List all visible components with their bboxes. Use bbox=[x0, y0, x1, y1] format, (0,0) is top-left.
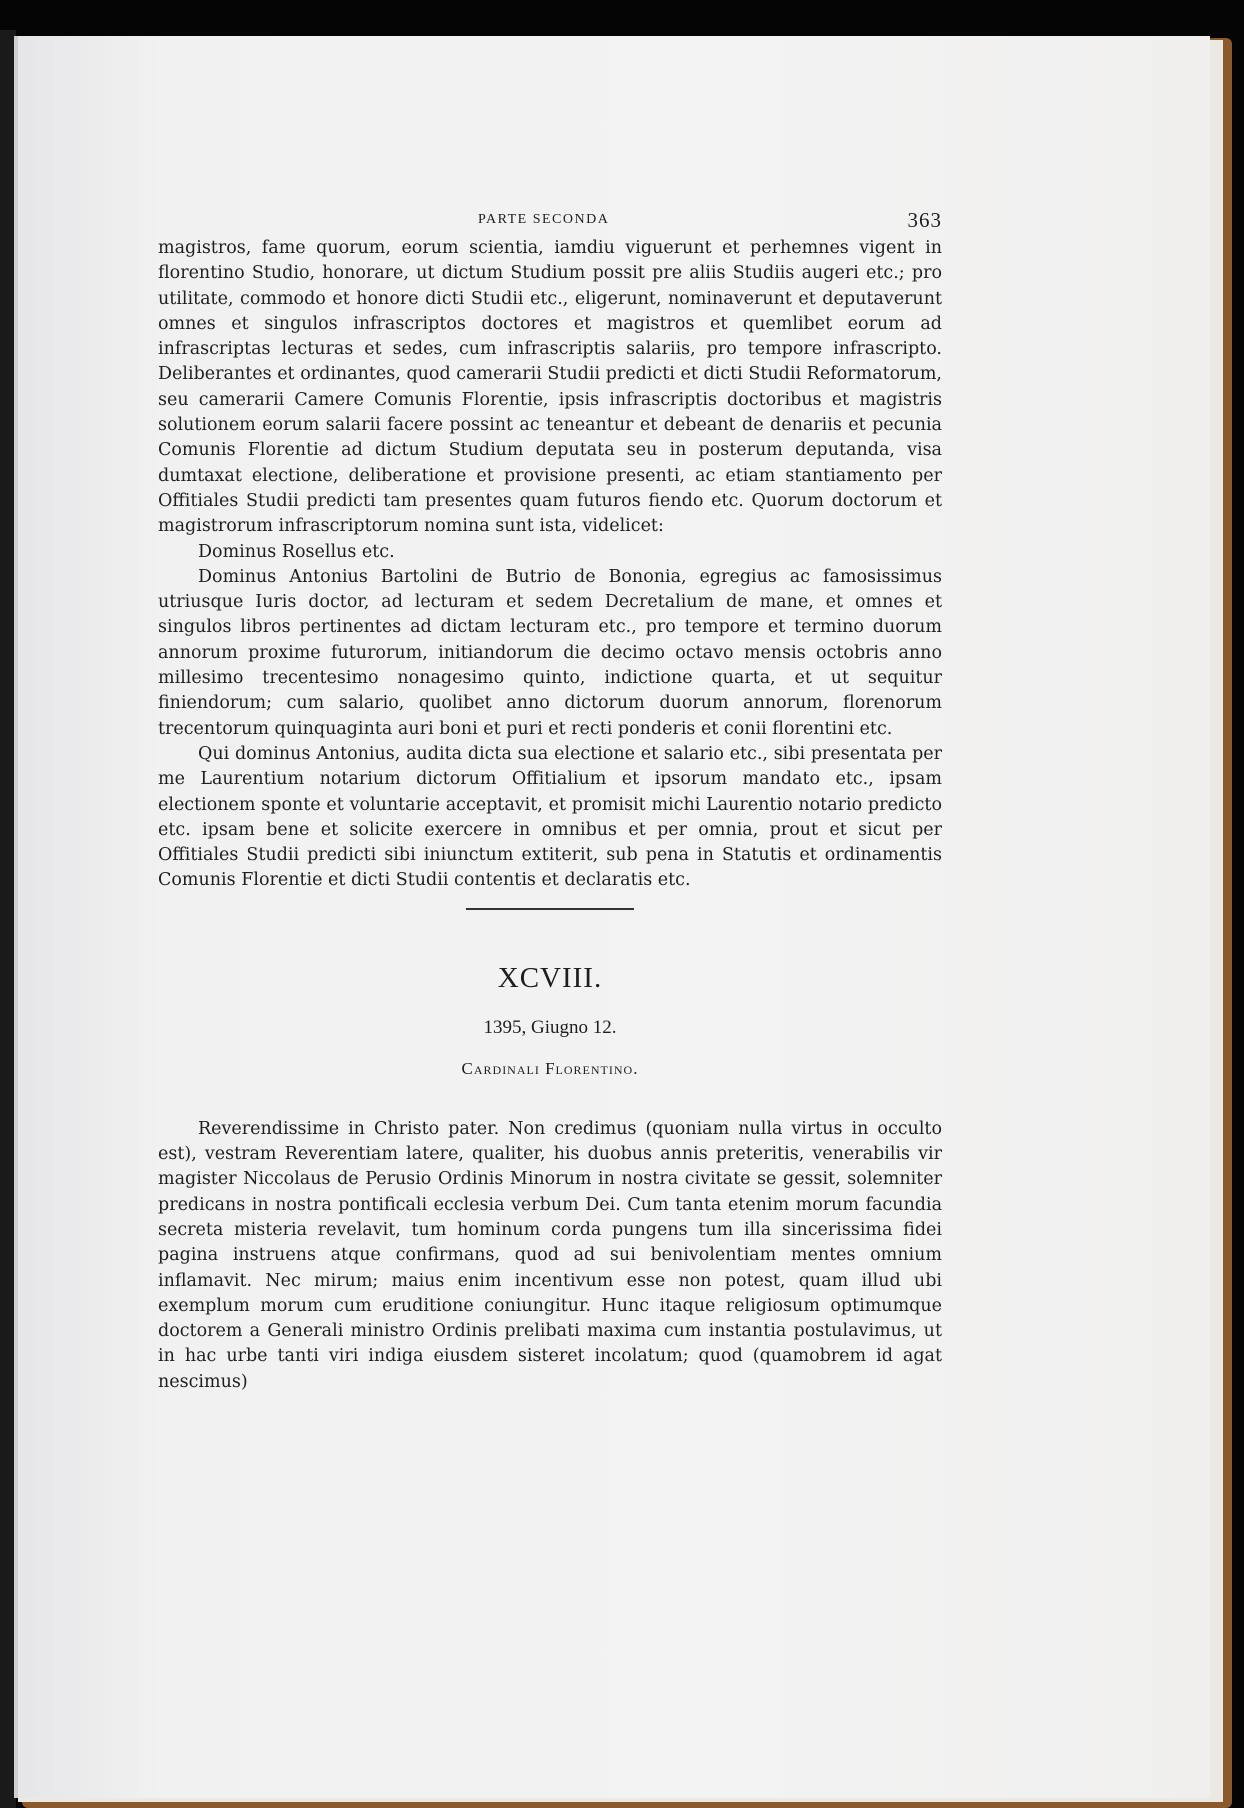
paragraph: Reverendissime in Christo pater. Non credimus (quoniam nulla virtus in occulto est), vestram Reverentiam latere, qualiter, his duobus annis preteritis, venerabilis vir magister Niccolaus de Perusio Ordinis Minorum in nostra civitate se gessit, solemniter predicans in nostra pontificali ecclesia verbum Dei. Cum tanta etenim morum facundia secreta misteria revelavit, tum hominum corda pungens tum illa sincerissima fidei pagina instruens atque confirmans, quod ad sui benivolentiam mentes omnium inflamavit. Nec mirum; maius enim incentivum esse non potest, quam illud ubi exemplum morum cum eruditione coniungitur. Hunc itaque religiosum optimumque doctorem a Generali ministro Ordinis prelibati maxima cum instantia postulavimus, ut in hac urbe tanti viri indiga eiusdem sisteret incolatum; quod (quamobrem id agat nescimus) bbox=[158, 1118, 942, 1392]
running-head bbox=[158, 206, 942, 236]
running-head-title: PARTE SECONDA bbox=[478, 212, 610, 227]
paragraph: magistros, fame quorum, eorum scientia, iamdiu viguerunt et perhemnes vigent in florentino Studio, honorare, ut dictum Studium possit pre aliis Studiis augeri etc.; pro utilitate, commodo et honore dicti Studii etc., eligerunt, nominaverunt et deputaverunt omnes et singulos infrascriptos doctores et magistros et quemlibet eorum ad infrascriptas lecturas et sedes, cum infrascriptis salariis, pro tempore infrascripto. Deliberantes et ordinantes, quod camerarii Studii predicti et dicti Studii Reformatorum, seu camerarii Camere Comunis Florentie, ipsis infrascriptis doctoribus et magistris solutionem eorum salarii facere possint ac teneantur et debeant de denariis et pecunia Comunis Florentie ad dictum Studium deputata seu in posterum deputanda, visa dumtaxat electione, deliberatione et provisione presenti, ac etiam stantiamento per Offitiales Studii predicti tam presentes quam futuros fiendo etc. Quorum doctorum et magistrorum infrascriptorum nomina sunt ista, videlicet: bbox=[158, 238, 942, 537]
paragraph: Dominus Antonius Bartolini de Butrio de Bononia, egregius ac famosissimus utriusque Iuris doctor, ad lecturam et sedem Decretalium de mane, et omnes et singulos libros pertinentes ad dictam lecturam etc., pro tempore et termino duorum annorum proxime futurorum, initiandorum die decimo octavo mensis octobris anno millesimo trecentesimo nonagesimo quinto, indictione quarta, et ut sequitur finiendorum; cum salario, quolibet anno dictorum duorum annorum, florenorum trecentorum quinquaginta auri boni et puri et recti ponderis et conii florentini etc. bbox=[158, 566, 942, 739]
document-date: 1395, Giugno 12. bbox=[483, 1016, 617, 1038]
main-text bbox=[158, 236, 942, 894]
paragraph: Dominus Rosellus etc. bbox=[198, 541, 395, 562]
section-divider bbox=[466, 908, 634, 910]
document-recipient: Cardinali Florentino. bbox=[461, 1058, 639, 1078]
book-page bbox=[14, 36, 1210, 1798]
page-content bbox=[158, 206, 942, 1395]
page-number: 363 bbox=[907, 208, 942, 232]
letter-text bbox=[158, 1117, 942, 1395]
paragraph: Qui dominus Antonius, audita dicta sua electione et salario etc., sibi presentata per me Laurentium notarium dictorum Offitialium et ipsorum mandato etc., ipsam electionem sponte et voluntarie acceptavit, et promisit michi Laurentio notario predicto etc. ipsam bene et solicite exercere in omnibus et per omnia, prout et sicut per Offitiales Studii predicti sibi iniunctum extiterit, sub pena in Statutis et ordinamentis Comunis Florentie et dicti Studii contentis et declaratis etc. bbox=[158, 743, 942, 891]
document-number: XCVIII. bbox=[497, 961, 603, 994]
